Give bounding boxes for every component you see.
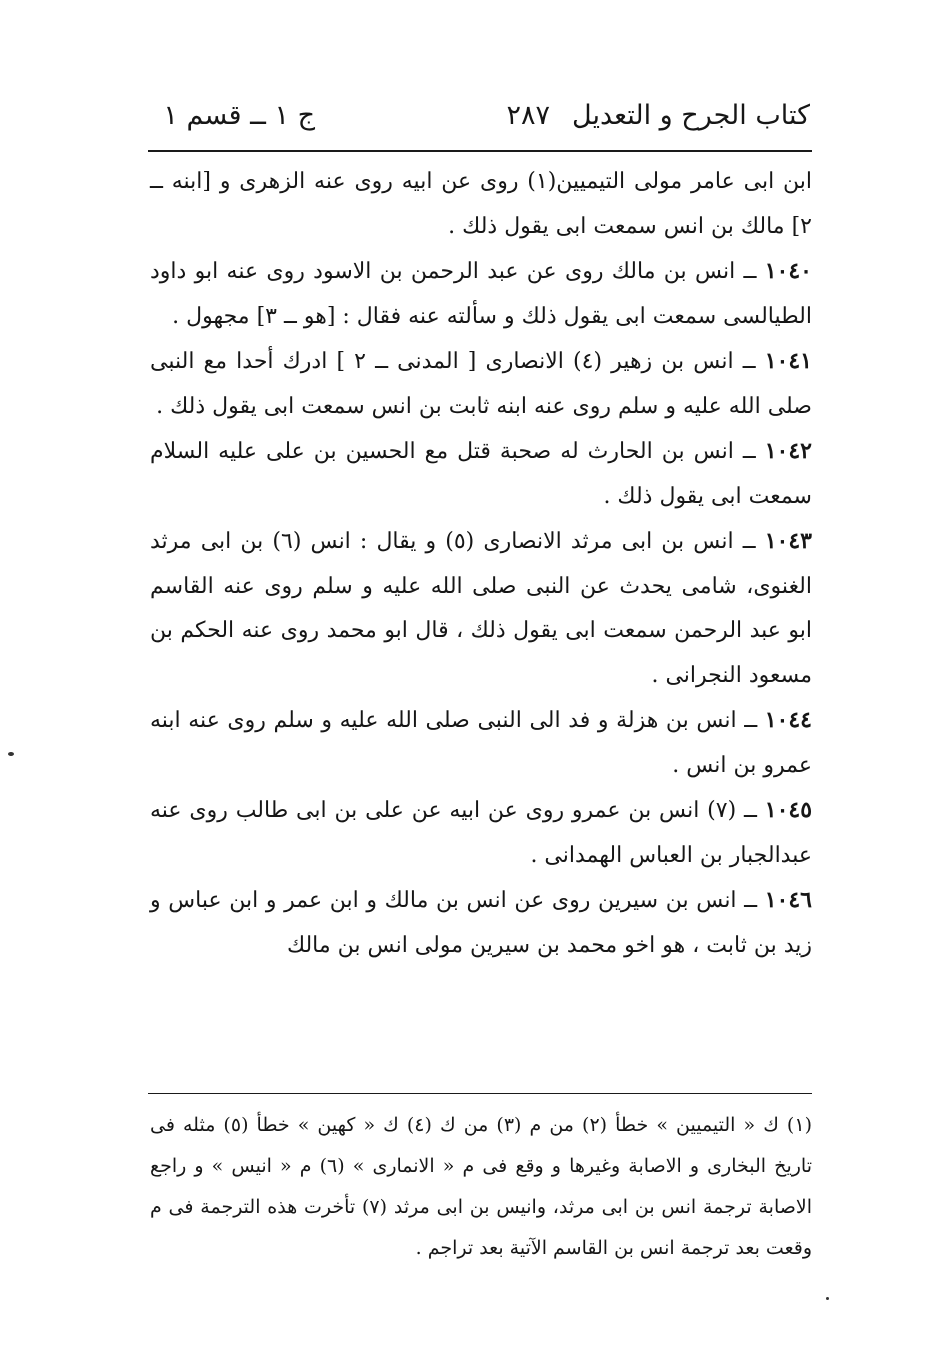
footnote-rule bbox=[148, 1093, 812, 1094]
entry-1042 bbox=[150, 429, 812, 519]
entry-text: ابن ابى عامر مولى التيميين(١) روى عن ابيه روى عنه الزهرى و [ابنه ــ ٢] مالك بن انس سمعت ابى يقول ذلك . bbox=[150, 169, 813, 239]
scan-speck bbox=[826, 1297, 829, 1300]
entry-1045 bbox=[150, 788, 812, 878]
scan-speck bbox=[8, 752, 14, 756]
entry-1046 bbox=[150, 878, 812, 968]
entry-number: ١٠٤٥ bbox=[764, 797, 813, 823]
entry-number: ١٠٤١ bbox=[764, 348, 812, 374]
header-rule bbox=[148, 150, 812, 152]
entry-text: ــ انس بن هزلة و فد الى النبى صلى الله عليه و سلم روى عنه ابنه عمرو بن انس . bbox=[150, 708, 812, 778]
entry-1040 bbox=[150, 249, 812, 339]
running-header bbox=[150, 96, 810, 146]
entry-number: ١٠٤٣ bbox=[764, 528, 812, 554]
book-title: كتاب الجرح و التعديل bbox=[572, 100, 810, 131]
entry-1044 bbox=[150, 698, 812, 788]
footnotes bbox=[150, 1105, 812, 1269]
entry-1043 bbox=[150, 519, 812, 698]
entry-number: ١٠٤٤ bbox=[764, 707, 812, 733]
page-number: ٢٨٧ bbox=[506, 100, 550, 131]
volume-part: ج ١ ــ قسم ١ bbox=[163, 100, 315, 131]
entry-number: ١٠٤٢ bbox=[764, 438, 812, 464]
entry-text: ــ (٧) انس بن عمرو روى عن ابيه عن على بن ابى طالب روى عنه عبدالجبار بن العباس الهمدانى . bbox=[150, 798, 812, 868]
entry-number: ١٠٤٠ bbox=[764, 258, 812, 284]
entry-continuation bbox=[150, 160, 812, 249]
entry-number: ١٠٤٦ bbox=[764, 887, 812, 913]
entry-text: ــ انس بن سيرين روى عن انس بن مالك و ابن عمر و ابن عباس و زيد بن ثابت ، هو اخو محمد بن سيرين مولى انس بن مالك bbox=[150, 888, 812, 958]
entry-text: ــ انس بن ابى مرثد الانصارى (٥) و يقال : انس (٦) بن ابى مرثد الغنوى، شامى يحدث عن النبى صلى الله عليه و سلم روى عنه القاسم ابو عبد الرحمن سمعت ابى يقول ذلك ، قال ابو محمد روى عنه الحكم بن مسعود النجرانى . bbox=[150, 529, 812, 688]
main-text bbox=[150, 160, 812, 968]
entry-text: ــ انس بن مالك روى عن عبد الرحمن بن الاسود روى عنه ابو داود الطيالسى سمعت ابى يقول ذلك و سألته عنه فقال : [هو ــ ٣] مجهول . bbox=[150, 259, 812, 329]
footnote-text: (١) ك « التيميين » خطأ (٢) من م (٣) من ك (٤) ك « كهين » خطأ (٥) مثله فى تاريخ البخارى و الاصابة وغيرها و وقع فى م « الانمارى » (٦) م « انيس » و راجع الاصابة ترجمة انس بن ابى مرثد، وانيس بن ابى مرثد (٧) تأخرت هذه الترجمة فى م وقعت بعد ترجمة انس بن القاسم الآتية بعد تراجم . bbox=[150, 1114, 812, 1259]
entry-1041 bbox=[150, 339, 812, 429]
entry-text: ــ انس بن الحارث له صحبة قتل مع الحسين بن على عليه السلام سمعت ابى يقول ذلك . bbox=[150, 439, 812, 509]
entry-text: ــ انس بن زهير (٤) الانصارى [ المدنى ــ ٢ ] ادرك أحدا مع النبى صلى الله عليه و سلم روى عنه ابنه ثابت بن انس سمعت ابى يقول ذلك . bbox=[150, 349, 812, 419]
